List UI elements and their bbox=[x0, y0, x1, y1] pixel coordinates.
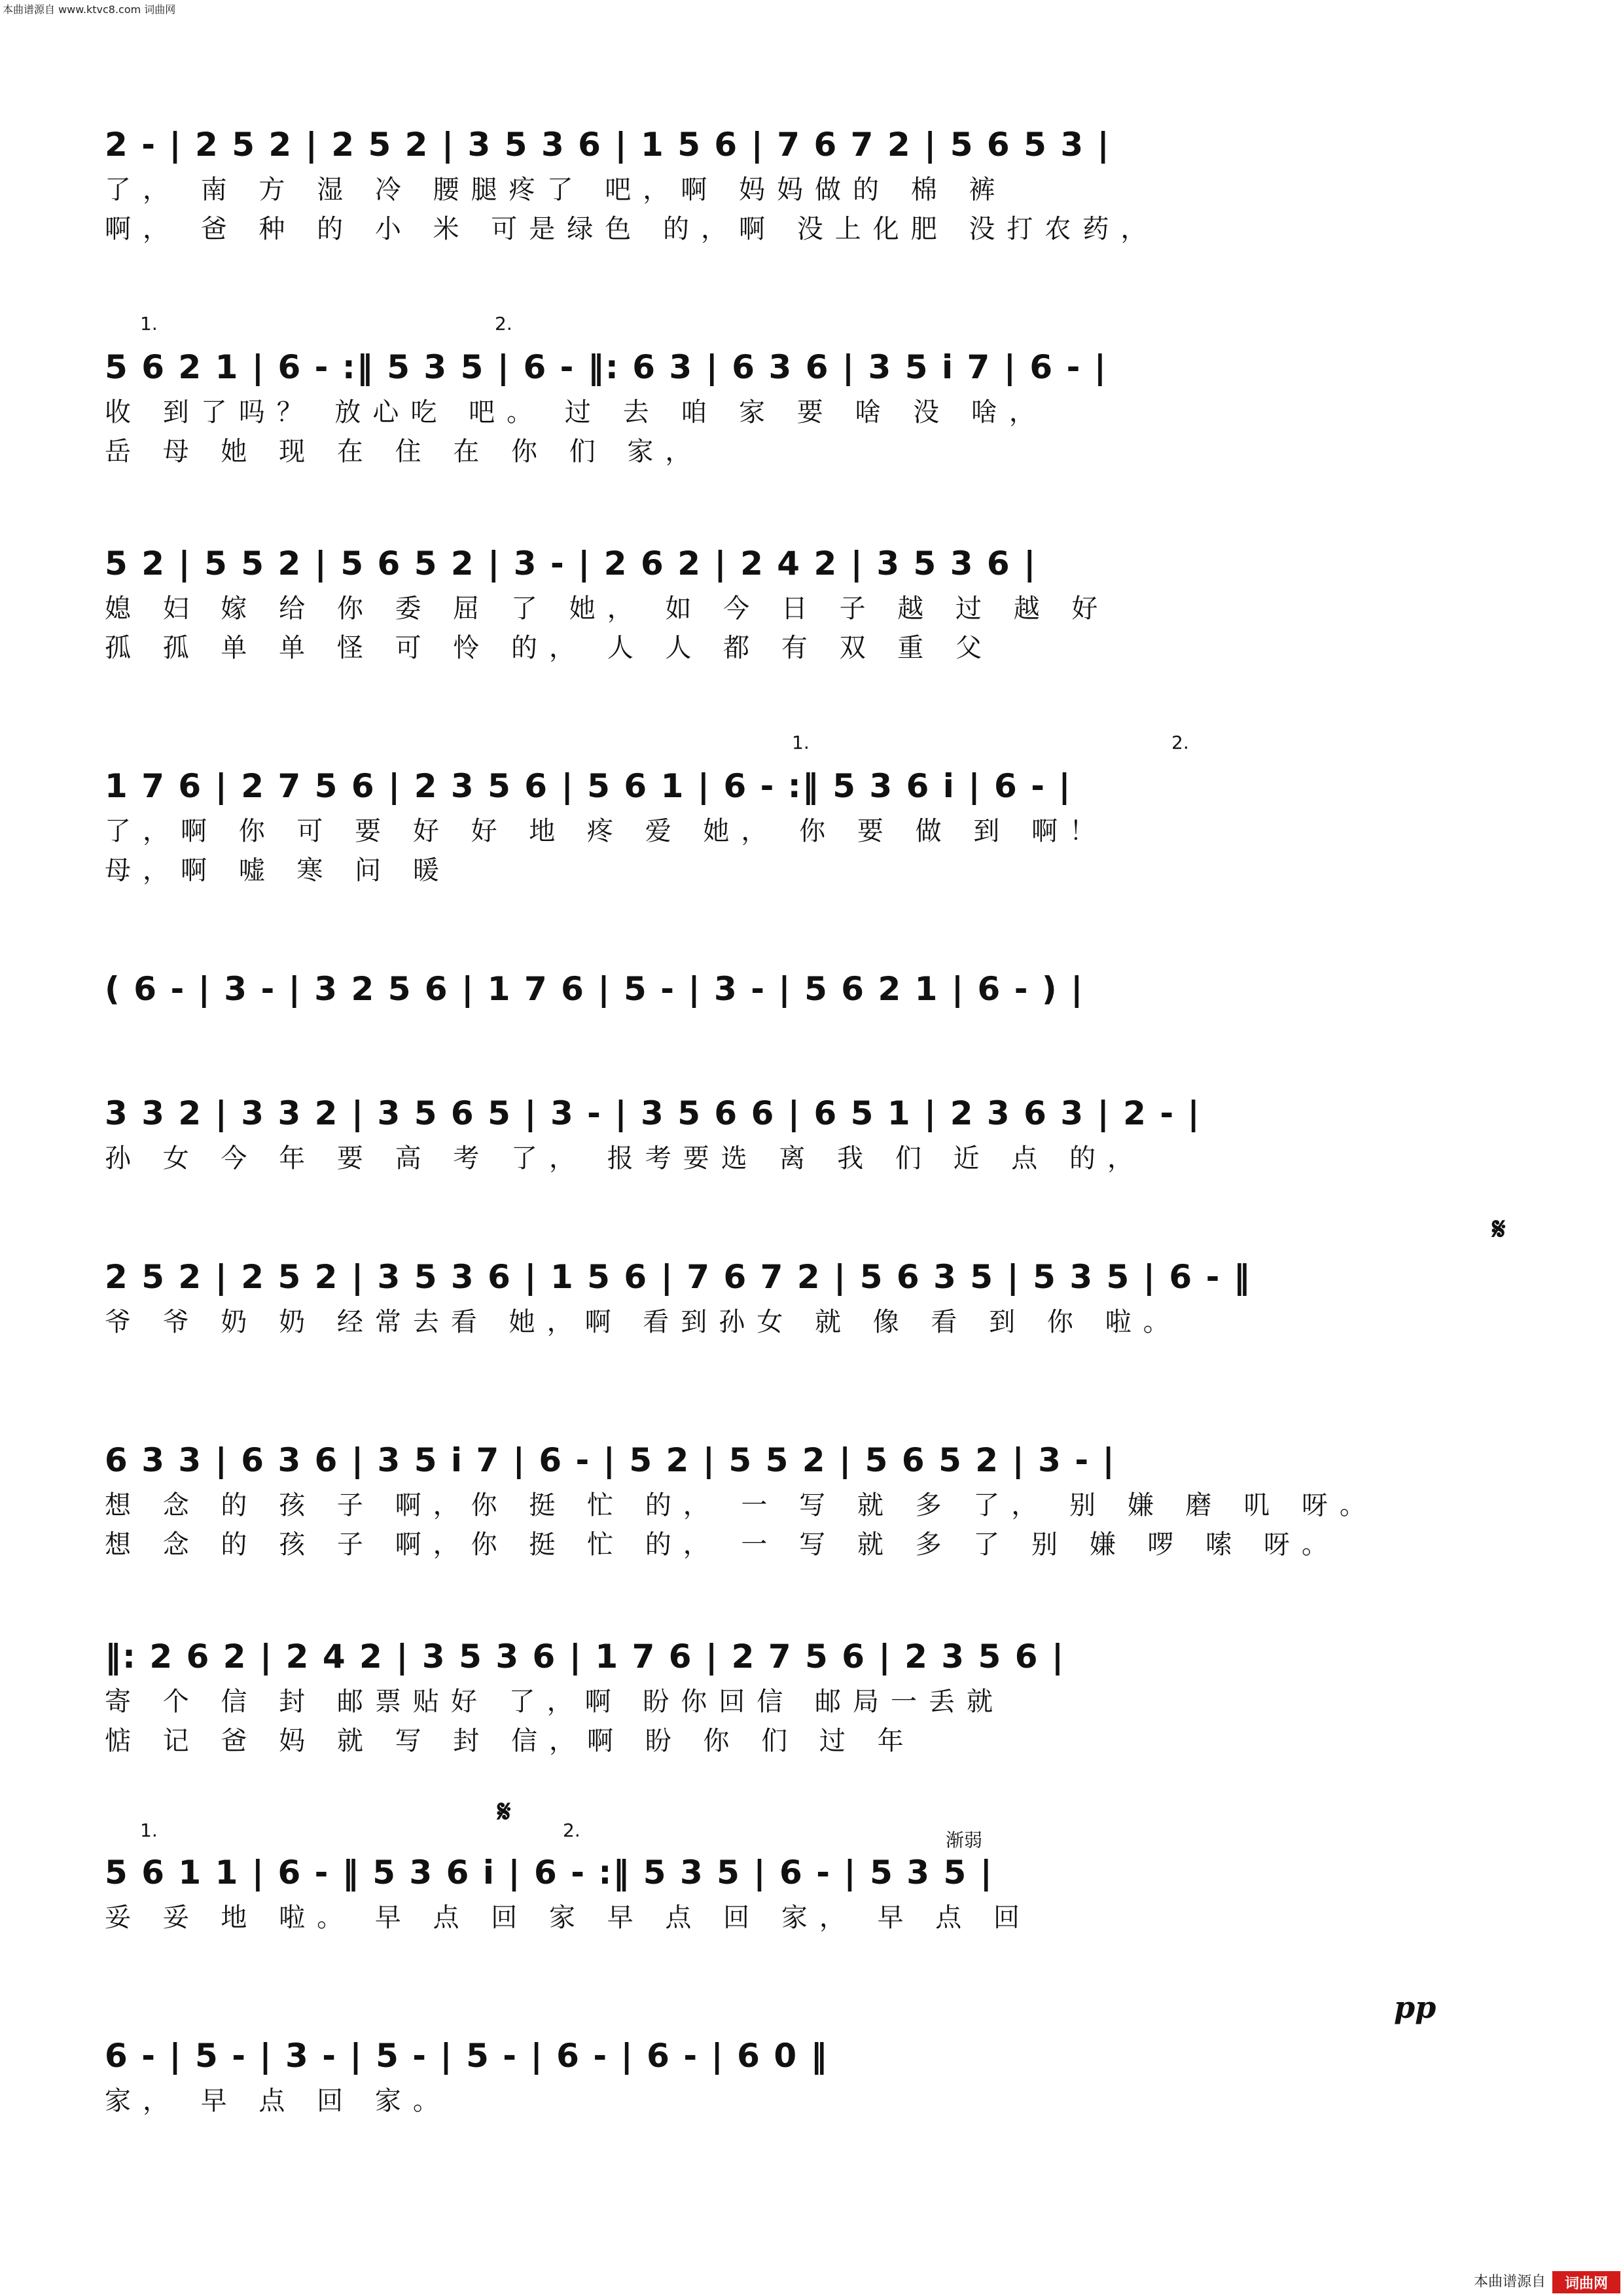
score-row bbox=[105, 759, 1518, 886]
lyric-line-1: 孙 女 今 年 要 高 考 了， 报考要选 离 我 们 近 点 的， bbox=[105, 1143, 1146, 1174]
volta-1-label: 1. bbox=[140, 1820, 158, 1841]
notation-line: 3 3 2 | 3 3 2 | 3 5 6 5 | 3 - | 3 5 6 6 | 6 5 1 | 2 3 6 3 | 2 - | bbox=[105, 1094, 1201, 1132]
lyric-line-1: 收 到了吗？ 放心吃 吧。 过 去 咱 家 要 啥 没 啥， bbox=[105, 397, 1047, 427]
score-row bbox=[105, 118, 1518, 244]
header-source: 本曲谱源自 www.ktvc8.com 词曲网 bbox=[3, 3, 176, 16]
lyric-line-2: 母，啊 嘘 寒 问 暖 bbox=[105, 855, 451, 886]
lyric-line-1: 妥 妥 地 啦。 早 点 回 家 早 点 回 家， 早 点 回 bbox=[105, 1903, 1032, 1933]
score-row bbox=[105, 1630, 1518, 1756]
lyric-line-1: 了， 南 方 湿 冷 腰腿疼了 吧，啊 妈妈做的 棉 裤 bbox=[105, 175, 1007, 205]
volta-2-label: 2. bbox=[495, 313, 512, 334]
dynamic-pp: pp bbox=[1394, 1990, 1436, 2025]
score-row bbox=[105, 1846, 1518, 1944]
score-row bbox=[105, 340, 1518, 467]
lyric-line-1: 寄 个 信 封 邮票贴好 了，啊 盼你回信 邮局一丢就 bbox=[105, 1687, 1005, 1717]
lyric-line-1: 想 念 的 孩 子 啊，你 挺 忙 的， 一 写 就 多 了， 别 嫌 磨 叽 呀。 bbox=[105, 1490, 1378, 1520]
volta-2-label: 2. bbox=[1171, 732, 1189, 753]
notation-line: 6 3 3 | 6 3 6 | 3 5 i 7 | 6 - | 5 2 | 5 5 2 | 5 6 5 2 | 3 - | bbox=[105, 1441, 1116, 1479]
lyric-line-2: 啊， 爸 种 的 小 米 可是绿色 的，啊 没上化肥 没打农药， bbox=[105, 214, 1159, 244]
notation-line: ‖: 2 6 2 | 2 4 2 | 3 5 3 6 | 1 7 6 | 2 7 5 6 | 2 3 5 6 | bbox=[105, 1638, 1065, 1676]
score-row bbox=[105, 962, 1518, 1060]
notation-line: 2 5 2 | 2 5 2 | 3 5 3 6 | 1 5 6 | 7 6 7 2 | 5 6 3 5 | 5 3 5 | 6 - ‖ bbox=[105, 1258, 1251, 1296]
notation-line: 5 6 1 1 | 6 - ‖ 5 3 6 i | 6 - :‖ 5 3 5 | 6 - | 5 3 5 | bbox=[105, 1854, 993, 1892]
notation-line: 1 7 6 | 2 7 5 6 | 2 3 5 6 | 5 6 1 | 6 - :‖ 5 3 6 i | 6 - | bbox=[105, 767, 1072, 805]
site-logo: 词曲网 bbox=[1552, 2271, 1620, 2293]
lyric-line-2: 岳 母 她 现 在 住 在 你 们 家， bbox=[105, 437, 704, 467]
volta-2-label: 2. bbox=[563, 1820, 580, 1841]
score-row bbox=[105, 1433, 1518, 1560]
footer-source: 本曲谱源自 bbox=[1473, 2274, 1546, 2290]
volta-1-label: 1. bbox=[140, 313, 158, 334]
lyric-line-2: 想 念 的 孩 子 啊，你 挺 忙 的， 一 写 就 多 了 别 嫌 啰 嗦 呀。 bbox=[105, 1530, 1340, 1560]
score-row bbox=[105, 537, 1518, 663]
decresc-mark: 渐弱 bbox=[946, 1829, 983, 1851]
lyric-line-2: 惦 记 爸 妈 就 写 封 信，啊 盼 你 们 过 年 bbox=[105, 1726, 916, 1756]
notation-line: 5 2 | 5 5 2 | 5 6 5 2 | 3 - | 2 6 2 | 2 4 2 | 3 5 3 6 | bbox=[105, 545, 1037, 583]
segno-sign: 𝄋 bbox=[1492, 1211, 1506, 1247]
score-row bbox=[105, 2029, 1518, 2127]
lyric-line-2: 孤 孤 单 单 怪 可 怜 的， 人 人 都 有 双 重 父 bbox=[105, 633, 994, 663]
volta-1-label: 1. bbox=[792, 732, 810, 753]
lyric-line-1: 媳 妇 嫁 给 你 委 屈 了 她， 如 今 日 子 越 过 越 好 bbox=[105, 594, 1110, 624]
notation-line: 5 6 2 1 | 6 - :‖ 5 3 5 | 6 - ‖: 6 3 | 6 3 6 | 3 5 i 7 | 6 - | bbox=[105, 348, 1107, 386]
notation-line: 2 - | 2 5 2 | 2 5 2 | 3 5 3 6 | 1 5 6 | 7 6 7 2 | 5 6 5 3 | bbox=[105, 126, 1111, 164]
lyric-line-1: 家， 早 点 回 家。 bbox=[105, 2086, 451, 2116]
score-row bbox=[105, 1086, 1518, 1185]
notation-line: 6 - | 5 - | 3 - | 5 - | 5 - | 6 - | 6 - | 6 0 ‖ bbox=[105, 2037, 829, 2075]
lyric-line-1: 了，啊 你 可 要 好 好 地 疼 爱 她， 你 要 做 到 啊！ bbox=[105, 816, 1108, 846]
score-row bbox=[105, 1250, 1518, 1348]
notation-line: ( 6 - | 3 - | 3 2 5 6 | 1 7 6 | 5 - | 3 - | 5 6 2 1 | 6 - ) | bbox=[105, 970, 1084, 1008]
segno-sign: 𝄋 bbox=[497, 1793, 511, 1830]
lyric-line-1: 爷 爷 奶 奶 经常去看 她，啊 看到孙女 就 像 看 到 你 啦。 bbox=[105, 1307, 1181, 1337]
